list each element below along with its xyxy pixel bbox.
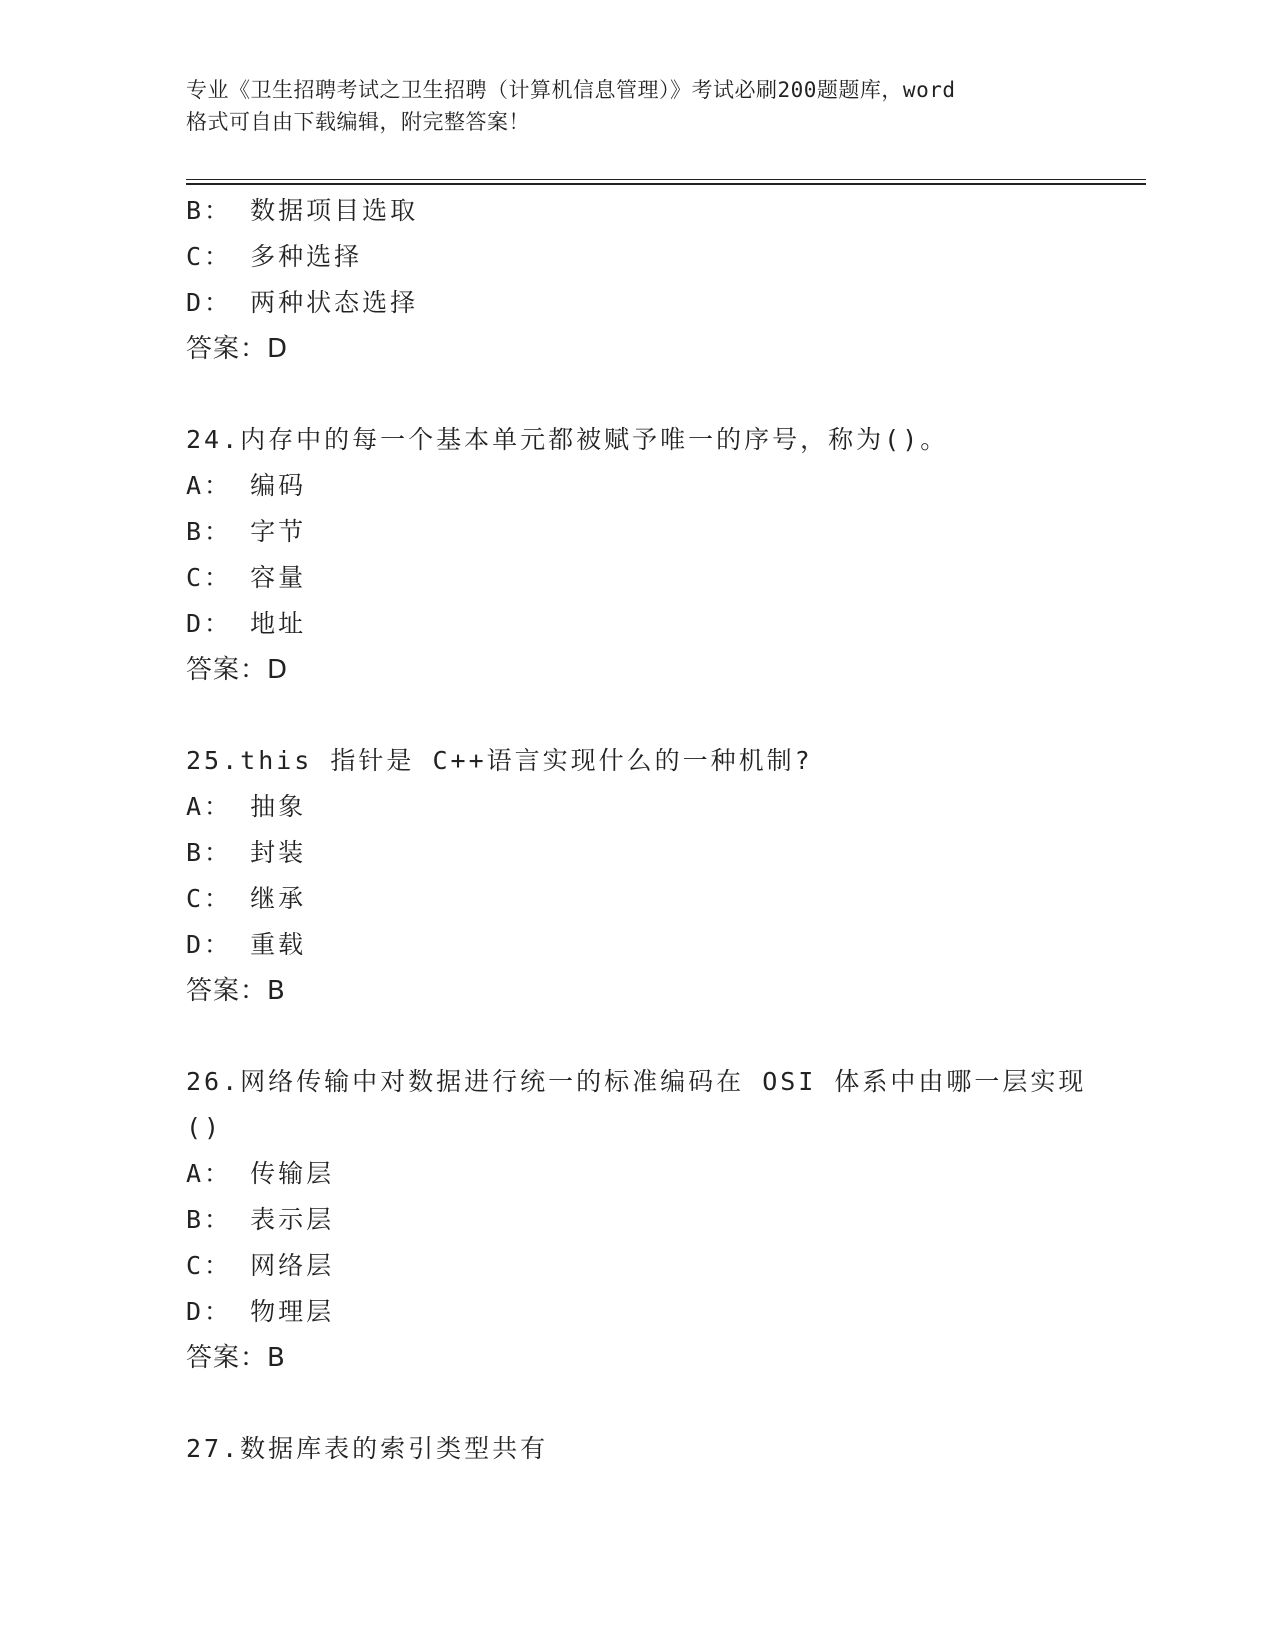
question-text-line-1: 26.网络传输中对数据进行统一的标准编码在 OSI 体系中由哪一层实现 [186, 1067, 1087, 1096]
answer: 答案：D [186, 655, 289, 685]
option-c: C： 网络层 [186, 1251, 335, 1280]
option-d: D： 两种状态选择 [186, 288, 419, 317]
option-a: A： 抽象 [186, 792, 307, 821]
header-line-1: 专业《卫生招聘考试之卫生招聘（计算机信息管理）》考试必刷200题题库，word [186, 78, 956, 102]
answer: 答案：B [186, 976, 286, 1006]
option-c: C： 继承 [186, 884, 307, 913]
question-block [186, 1426, 1106, 1472]
option-b: B： 表示层 [186, 1205, 335, 1234]
question-block [186, 1059, 1106, 1381]
question-block [186, 188, 1106, 372]
option-b: B： 数据项目选取 [186, 196, 419, 225]
header-divider-thin [186, 179, 1146, 180]
question-text: 27.数据库表的索引类型共有 [186, 1434, 549, 1463]
question-block [186, 738, 1106, 1014]
option-d: D： 重载 [186, 930, 307, 959]
option-c: C： 容量 [186, 563, 307, 592]
header-divider-thick [186, 183, 1146, 185]
option-a: A： 传输层 [186, 1159, 335, 1188]
option-d: D： 物理层 [186, 1297, 335, 1326]
question-block [186, 417, 1106, 693]
option-a: A： 编码 [186, 471, 307, 500]
option-b: B： 封装 [186, 838, 307, 867]
question-text: 24.内存中的每一个基本单元都被赋予唯一的序号，称为()。 [186, 425, 949, 454]
document-header [186, 74, 1096, 138]
question-list [186, 188, 1106, 1472]
answer: 答案：D [186, 334, 289, 364]
option-d: D： 地址 [186, 609, 307, 638]
option-c: C： 多种选择 [186, 242, 363, 271]
option-b: B： 字节 [186, 517, 307, 546]
answer: 答案：B [186, 1343, 286, 1373]
question-text: 25.this 指针是 C++语言实现什么的一种机制? [186, 746, 813, 775]
question-text-line-2: () [186, 1113, 223, 1142]
header-line-2: 格式可自由下载编辑，附完整答案！ [186, 110, 530, 134]
